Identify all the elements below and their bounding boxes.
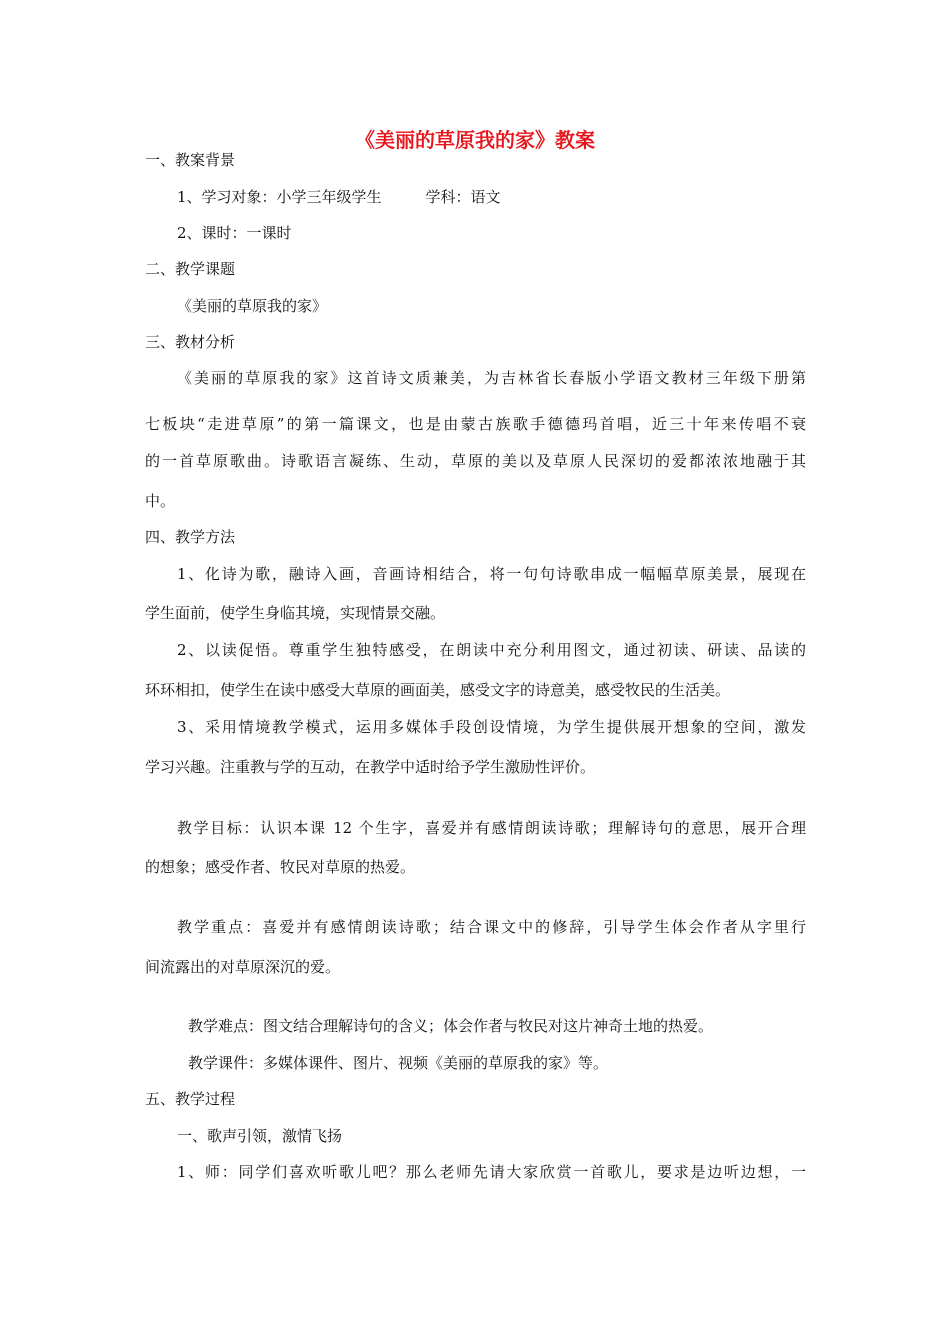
method-3-line-1: 3、采用情境教学模式，运用多媒体手段创设情境，为学生提供展开想象的空间，激发 [177, 718, 806, 736]
audience-line [177, 187, 501, 207]
teaching-goal-line-2: 的想象；感受作者、牧民对草原的热爱。 [145, 858, 416, 876]
key-point-line-2: 间流露出的对草原深沉的爱。 [145, 958, 341, 976]
audience-text: 1、学习对象：小学三年级学生 [177, 188, 382, 206]
method-1-line-1: 1、化诗为歌，融诗入画，音画诗相结合，将一句句诗歌串成一幅幅草原美景，展现在 [177, 565, 806, 583]
topic-text: 《美丽的草原我的家》 [177, 297, 328, 315]
courseware-text: 教学课件：多媒体课件、图片、视频《美丽的草原我的家》等。 [188, 1054, 609, 1072]
section-heading-methods: 四、教学方法 [145, 528, 236, 546]
analysis-line-3: 的一首草原歌曲。诗歌语言凝练、生动，草原的美以及草原人民深切的爱都浓浓地融于其 [145, 452, 806, 470]
section-heading-background: 一、教案背景 [145, 151, 236, 169]
method-3-line-2: 学习兴趣。注重教与学的互动，在教学中适时给予学生激励性评价。 [145, 758, 596, 776]
method-1-line-2: 学生面前，使学生身临其境，实现情景交融。 [145, 604, 446, 622]
analysis-line-4: 中。 [145, 492, 176, 510]
section-heading-process: 五、教学过程 [145, 1090, 236, 1108]
process-paragraph-1: 1、师：同学们喜欢听歌儿吧？那么老师先请大家欣赏一首歌儿，要求是边听边想，一 [177, 1163, 806, 1181]
process-subheading: 一、歌声引领，激情飞扬 [177, 1127, 343, 1145]
section-heading-topic: 二、教学课题 [145, 260, 236, 278]
method-2-line-2: 环环相扣，使学生在读中感受大草原的画面美，感受文字的诗意美，感受牧民的生活美。 [145, 681, 731, 699]
subject-text: 学科：语文 [425, 188, 501, 206]
teaching-goal-line-1: 教学目标：认识本课 12 个生字，喜爱并有感情朗读诗歌；理解诗句的意思，展开合理 [177, 819, 806, 837]
analysis-line-2: 七板块“走进草原”的第一篇课文，也是由蒙古族歌手德德玛首唱，近三十年来传唱不衰 [145, 415, 806, 433]
section-heading-analysis: 三、教材分析 [145, 333, 236, 351]
difficulty-text: 教学难点：图文结合理解诗句的含义；体会作者与牧民对这片神奇土地的热爱。 [188, 1017, 714, 1035]
key-point-line-1: 教学重点：喜爱并有感情朗读诗歌；结合课文中的修辞，引导学生体会作者从字里行 [177, 918, 806, 936]
lesson-hours: 2、课时：一课时 [177, 224, 292, 242]
analysis-line-1: 《美丽的草原我的家》这首诗文质兼美，为吉林省长春版小学语文教材三年级下册第 [177, 369, 806, 387]
method-2-line-1: 2、以读促悟。尊重学生独特感受，在朗读中充分利用图文，通过初读、研读、品读的 [177, 641, 806, 659]
document-title: 《美丽的草原我的家》教案 [355, 128, 595, 152]
